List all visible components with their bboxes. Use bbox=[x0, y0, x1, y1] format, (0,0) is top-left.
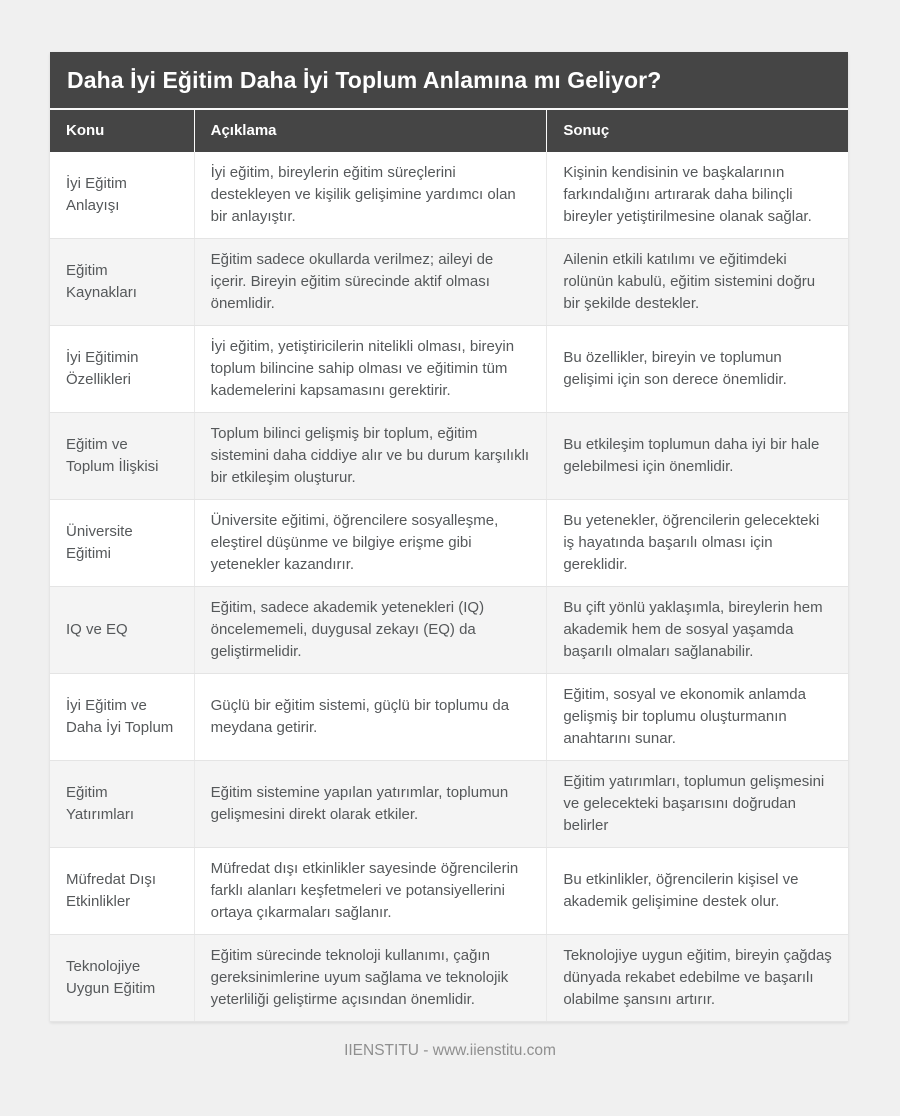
column-header-aciklama: Açıklama bbox=[194, 110, 547, 152]
cell-konu bbox=[50, 935, 194, 1021]
cell-aciklama bbox=[194, 326, 547, 412]
konu-text: Eğitim Kaynakları bbox=[66, 262, 137, 301]
sonuc-text: Bu çift yönlü yaklaşımla, bireylerin hem akademik hem de sosyal yaşamda başarılı olmaları sağlanabilir. bbox=[563, 599, 823, 660]
konu-text: Eğitim ve Toplum İlişkisi bbox=[66, 436, 159, 475]
konu-text: Teknolojiye Uygun Eğitim bbox=[66, 958, 156, 997]
cell-sonuc bbox=[546, 587, 848, 673]
cell-konu bbox=[50, 587, 194, 673]
cell-sonuc bbox=[546, 935, 848, 1021]
konu-text: Eğitim Yatırımları bbox=[66, 784, 135, 823]
table-row bbox=[50, 239, 848, 326]
cell-aciklama bbox=[194, 587, 547, 673]
table-row bbox=[50, 761, 848, 848]
sonuc-text: Bu etkinlikler, öğrencilerin kişisel ve akademik gelişimine destek olur. bbox=[563, 871, 799, 910]
table-row bbox=[50, 326, 848, 413]
table-row bbox=[50, 413, 848, 500]
cell-sonuc bbox=[546, 848, 848, 934]
footer-branding: IIENSTITU - www.iienstitu.com bbox=[344, 1042, 556, 1059]
page-title: Daha İyi Eğitim Daha İyi Toplum Anlamına mı Geliyor? bbox=[50, 52, 848, 110]
sonuc-text: Ailenin etkili katılımı ve eğitimdeki rolünün kabulü, eğitim sistemini doğru bir şekilde destekler. bbox=[563, 251, 816, 312]
cell-sonuc bbox=[546, 761, 848, 847]
table-row bbox=[50, 848, 848, 935]
cell-konu bbox=[50, 239, 194, 325]
cell-konu bbox=[50, 674, 194, 760]
konu-text: IQ ve EQ bbox=[66, 621, 128, 638]
table-row bbox=[50, 674, 848, 761]
cell-aciklama bbox=[194, 413, 547, 499]
cell-aciklama bbox=[194, 152, 547, 238]
aciklama-text: Müfredat dışı etkinlikler sayesinde öğrencilerin farklı alanları keşfetmeleri ve potansiyellerini ortaya çıkarmaları sağlanır. bbox=[210, 860, 519, 921]
aciklama-text: Eğitim sürecinde teknoloji kullanımı, çağın gereksinimlerine uyum sağlama ve teknolojik yeterliliği geliştirme açısından önemlidir. bbox=[210, 947, 509, 1008]
cell-aciklama bbox=[194, 674, 547, 760]
konu-text: İyi Eğitim ve Daha İyi Toplum bbox=[66, 697, 174, 736]
aciklama-text: Eğitim, sadece akademik yetenekleri (IQ) öncelememeli, duygusal zekayı (EQ) da geliştirmelidir. bbox=[210, 599, 485, 660]
konu-text: Müfredat Dışı Etkinlikler bbox=[66, 871, 157, 910]
aciklama-text: Güçlü bir eğitim sistemi, güçlü bir toplumu da meydana getirir. bbox=[210, 697, 510, 736]
cell-sonuc bbox=[546, 326, 848, 412]
cell-aciklama bbox=[194, 761, 547, 847]
aciklama-text: İyi eğitim, yetiştiricilerin nitelikli olması, bireyin toplum bilincine sahip olması ve eğitimin tüm kademelerini kapsamasını gerektirir. bbox=[210, 338, 515, 399]
table-row bbox=[50, 500, 848, 587]
aciklama-text: Üniversite eğitimi, öğrencilere sosyalleşme, eleştirel düşünme ve bilgiye erişme gibi yetenekler kazandırır. bbox=[210, 512, 499, 573]
education-table-card bbox=[50, 52, 848, 1022]
cell-aciklama bbox=[194, 500, 547, 586]
cell-sonuc bbox=[546, 413, 848, 499]
aciklama-text: Eğitim sadece okullarda verilmez; aileyi de içerir. Bireyin eğitim sürecinde aktif olması önemlidir. bbox=[210, 251, 494, 312]
column-header-sonuc: Sonuç bbox=[546, 110, 848, 152]
sonuc-text: Bu yetenekler, öğrencilerin gelecekteki iş hayatında başarılı olması için gereklidir. bbox=[563, 512, 820, 573]
cell-konu bbox=[50, 848, 194, 934]
aciklama-text: Toplum bilinci gelişmiş bir toplum, eğitim sistemini daha ciddiye alır ve bu durum karşılıklı bir etkileşim oluşturur. bbox=[210, 425, 530, 486]
column-header-konu: Konu bbox=[66, 122, 105, 139]
cell-konu bbox=[50, 500, 194, 586]
aciklama-text: İyi eğitim, bireylerin eğitim süreçlerini destekleyen ve kişilik gelişimine yardımcı olan bir anlayıştır. bbox=[210, 164, 516, 225]
cell-sonuc bbox=[546, 674, 848, 760]
konu-text: İyi Eğitimin Özellikleri bbox=[66, 349, 139, 388]
konu-text: Üniversite Eğitimi bbox=[66, 523, 133, 562]
cell-konu bbox=[50, 326, 194, 412]
sonuc-text: Bu etkileşim toplumun daha iyi bir hale gelebilmesi için önemlidir. bbox=[563, 436, 820, 475]
sonuc-text: Eğitim yatırımları, toplumun gelişmesini ve gelecekteki başarısını doğrudan belirler bbox=[563, 773, 825, 834]
cell-sonuc bbox=[546, 239, 848, 325]
sonuc-text: Eğitim, sosyal ve ekonomik anlamda gelişmiş bir toplumu oluşturmanın anahtarını sunar. bbox=[563, 686, 806, 747]
konu-text: İyi Eğitim Anlayışı bbox=[66, 175, 127, 214]
table-body bbox=[50, 152, 848, 1022]
cell-aciklama bbox=[194, 935, 547, 1021]
cell-sonuc bbox=[546, 500, 848, 586]
cell-aciklama bbox=[194, 848, 547, 934]
cell-konu bbox=[50, 152, 194, 238]
table-row bbox=[50, 935, 848, 1022]
table-header-row bbox=[50, 110, 848, 152]
table-row bbox=[50, 587, 848, 674]
sonuc-text: Bu özellikler, bireyin ve toplumun gelişimi için son derece önemlidir. bbox=[563, 349, 787, 388]
sonuc-text: Kişinin kendisinin ve başkalarının farkındalığını artırarak daha bilinçli bireyler yetiştirilmesine olanak sağlar. bbox=[563, 164, 812, 225]
cell-sonuc bbox=[546, 152, 848, 238]
cell-konu bbox=[50, 761, 194, 847]
table-row bbox=[50, 152, 848, 239]
cell-konu bbox=[50, 413, 194, 499]
sonuc-text: Teknolojiye uygun eğitim, bireyin çağdaş dünyada rekabet edebilme ve başarılı olabilme şansını artırır. bbox=[563, 947, 832, 1008]
cell-aciklama bbox=[194, 239, 547, 325]
aciklama-text: Eğitim sistemine yapılan yatırımlar, toplumun gelişmesini direkt olarak etkiler. bbox=[210, 784, 509, 823]
